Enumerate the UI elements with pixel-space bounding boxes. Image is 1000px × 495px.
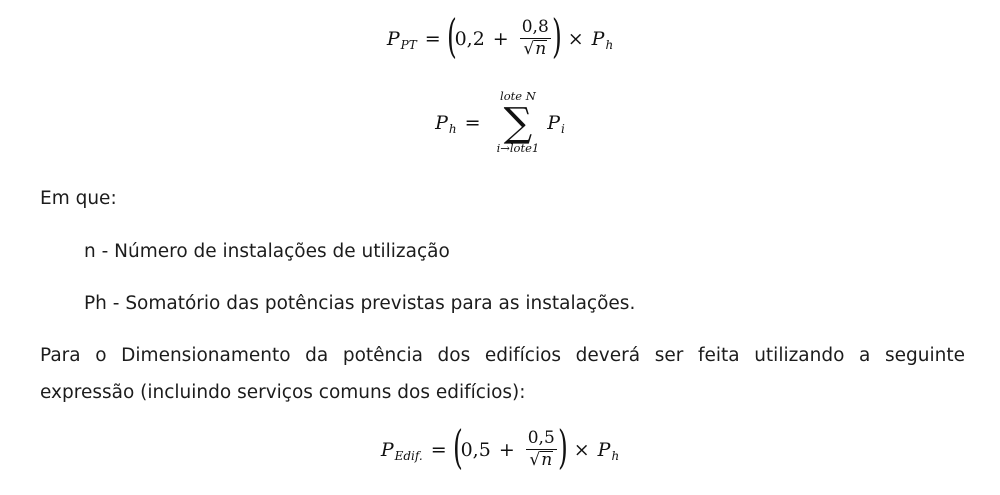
formula-pedif-plus: +	[498, 439, 515, 461]
paragraph-line-1: Para o Dimensionamento da potência dos edifícios deverá ser feita utilizando a seguinte	[40, 345, 965, 366]
formula-ppt-rhs-sub: h	[605, 38, 614, 52]
formula-ppt-paren-open: (	[446, 9, 457, 63]
formula-ppt-paren-close: )	[551, 9, 562, 63]
formula-pedif-paren-open: (	[452, 420, 463, 474]
formula-pedif-equals: =	[430, 439, 447, 461]
formula-pedif-sqrt-symbol: √	[529, 450, 541, 471]
formula-pedif-rhs-sub: h	[611, 449, 620, 463]
formula-ppt-rhs-var: P	[591, 28, 605, 50]
formula-pedif-fraction	[526, 430, 557, 470]
formula-ph-sum-lower: i→lote1	[496, 140, 540, 155]
formula-pedif-rhs-var: P	[597, 439, 611, 461]
formula-ph-lhs-sub: h	[448, 121, 457, 136]
formula-ppt-frac-numerator: 0,8	[521, 17, 549, 37]
formula-ppt-equals: =	[424, 28, 441, 50]
formula-pedif-lhs-sub: Edif.	[394, 449, 423, 463]
formula-ppt-lhs-var: P	[386, 28, 400, 50]
formula-pedif-frac-denominator	[529, 450, 553, 470]
formula-pedif	[0, 420, 1000, 474]
formula-ppt-times: ×	[567, 28, 584, 50]
formula-ppt-lhs-sub: PT	[400, 38, 417, 52]
formula-ppt-frac-denominator	[523, 39, 547, 59]
formula-ppt-plus: +	[492, 28, 509, 50]
formula-ph-lhs-var: P	[435, 111, 448, 134]
formula-ph	[0, 90, 1000, 156]
formula-pedif-sqrt-arg: n	[541, 450, 553, 471]
formula-pedif-lhs-var: P	[380, 439, 394, 461]
formula-ppt-fraction	[520, 19, 551, 59]
formula-ppt-sqrt-symbol: √	[523, 39, 535, 60]
formula-ph-summation	[497, 90, 540, 156]
formula-ppt-sqrt-arg: n	[535, 39, 547, 60]
formula-pedif-constant: 0,5	[460, 439, 491, 461]
formula-ph-sum-symbol: ∑	[503, 99, 533, 146]
formula-ph-term-var: P	[547, 111, 561, 134]
formula-ppt-constant: 0,2	[454, 28, 485, 50]
formula-ppt	[0, 9, 1000, 63]
definition-n: n - Número de instalações de utilização	[84, 241, 450, 262]
formula-pedif-paren-close: )	[557, 420, 568, 474]
em-que-label: Em que:	[40, 188, 117, 209]
formula-pedif-times: ×	[573, 439, 590, 461]
formula-ph-equals: =	[464, 111, 481, 134]
formula-ph-sum-upper: lote N	[500, 89, 536, 103]
formula-pedif-frac-numerator: 0,5	[527, 428, 555, 448]
paragraph-line-2: expressão (incluindo serviços comuns dos edifícios):	[40, 382, 526, 403]
formula-ph-term-sub: i	[561, 121, 565, 136]
definition-ph: Ph - Somatório das potências previstas para as instalações.	[84, 293, 636, 314]
